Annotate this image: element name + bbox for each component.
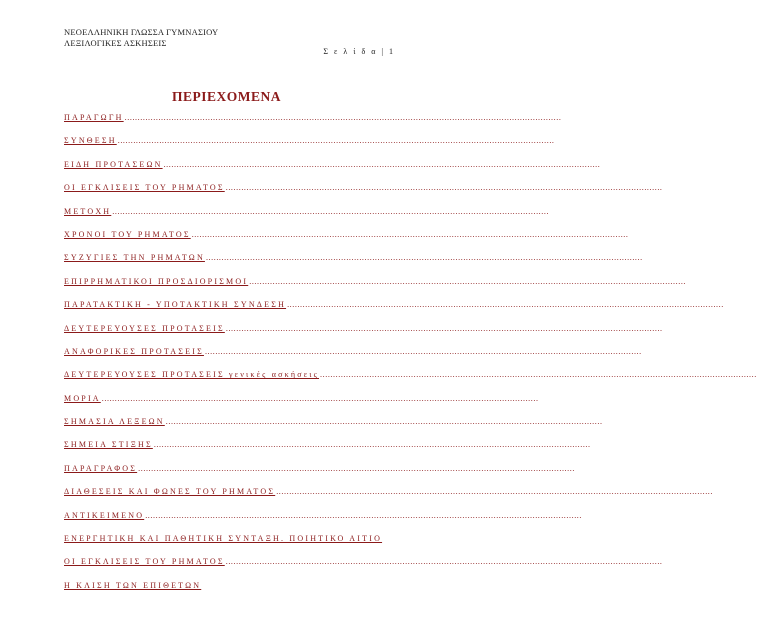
toc-leader	[276, 487, 713, 496]
toc-entry[interactable]	[64, 160, 342, 183]
toc-entry-link[interactable]: ΔΙΑΘΕΣΕΙΣ ΚΑΙ ΦΩΝΕΣ ΤΟΥ ΡΗΜΑΤΟΣ	[64, 487, 276, 497]
toc-leader	[249, 277, 686, 286]
toc-entry[interactable]	[64, 136, 342, 159]
header-subject: ΝΕΟΕΛΛΗΝΙΚΗ ΓΛΩΣΣΑ ΓΥΜΝΑΣΙΟΥ	[64, 27, 219, 37]
toc-entry[interactable]	[64, 277, 342, 300]
toc-entry[interactable]	[64, 581, 342, 604]
toc-entry[interactable]	[64, 394, 342, 417]
toc-leader	[154, 440, 591, 449]
toc-entry[interactable]	[64, 300, 342, 323]
toc-entry-link[interactable]: ΕΠΙΡΡΗΜΑΤΙΚΟΙ ΠΡΟΣΔΙΟΡΙΣΜΟΙ	[64, 276, 249, 286]
toc-leader	[118, 136, 555, 145]
toc-entry[interactable]	[64, 487, 342, 510]
toc-entry-link[interactable]: ΔΕΥΤΕΡΕΥΟΥΣΕΣ ΠΡΟΤΑΣΕΙΣ γενικές ασκήσεις	[64, 370, 320, 380]
toc-entry[interactable]	[64, 464, 342, 487]
toc-entry-link[interactable]: ΟΙ ΕΓΚΛΙΣΕΙΣ ΤΟΥ ΡΗΜΑΤΟΣ	[64, 183, 225, 193]
toc-entry[interactable]	[64, 207, 342, 230]
toc-entry[interactable]	[64, 417, 342, 440]
toc-entry[interactable]	[64, 511, 342, 534]
toc-entry-link[interactable]: ΔΕΥΤΕΡΕΥΟΥΣΕΣ ΠΡΟΤΑΣΕΙΣ	[64, 323, 225, 333]
toc-entry[interactable]	[64, 324, 342, 347]
page-number: Σ ε λ ί δ α | 1	[323, 47, 395, 56]
toc-leader	[112, 207, 549, 216]
toc-title: ΠΕΡΙΕΧΟΜΕΝΑ	[171, 89, 281, 104]
table-of-contents	[64, 113, 383, 604]
toc-leader	[102, 394, 539, 403]
toc-entry-link[interactable]: ΣΥΝΘΕΣΗ	[64, 136, 117, 146]
toc-leader	[206, 253, 643, 262]
toc-leader	[226, 183, 663, 192]
toc-entry-link[interactable]: ΟΙ ΕΓΚΛΙΣΕΙΣ ΤΟΥ ΡΗΜΑΤΟΣ	[64, 557, 225, 567]
toc-leader	[125, 113, 562, 122]
toc-leader	[166, 417, 603, 426]
toc-leader	[320, 370, 757, 379]
toc-leader	[164, 160, 601, 169]
document-header	[64, 27, 218, 49]
toc-entry-link[interactable]: ΣΗΜΕΙΑ ΣΤΙΞΗΣ	[64, 440, 153, 450]
toc-entry[interactable]	[64, 253, 342, 276]
toc-entry-link[interactable]: ΧΡΟΝΟΙ ΤΟΥ ΡΗΜΑΤΟΣ	[64, 229, 191, 239]
toc-leader	[192, 230, 629, 239]
toc-leader	[287, 300, 724, 309]
toc-entry-link[interactable]: ΜΟΡΙΑ	[64, 393, 101, 403]
toc-entry-link[interactable]: ΑΝΤΙΚΕΙΜΕΝΟ	[64, 510, 145, 520]
toc-leader	[226, 324, 663, 333]
toc-leader	[226, 557, 663, 566]
toc-entry-link[interactable]: ΕΝΕΡΓΗΤΙΚΗ ΚΑΙ ΠΑΘΗΤΙΚΗ ΣΥΝΤΑΞΗ. ΠΟΙΗΤΙΚΟ ΑΙΤΙΟ	[64, 534, 383, 544]
toc-entry-link[interactable]: ΣΗΜΑΣΙΑ ΛΕΞΕΩΝ	[64, 417, 165, 427]
toc-entry-link[interactable]: ΜΕΤΟΧΗ	[64, 206, 112, 216]
toc-leader	[145, 511, 582, 520]
toc-entry[interactable]	[64, 440, 342, 463]
toc-entry-link[interactable]: Η ΚΛΙΣΗ ΤΩΝ ΕΠΙΘΕΤΩΝ	[64, 580, 202, 590]
toc-entry[interactable]	[64, 230, 342, 253]
header-topic: ΛΕΞΙΛΟΓΙΚΕΣ ΑΣΚΗΣΕΙΣ	[64, 38, 167, 48]
toc-entry[interactable]	[64, 534, 383, 557]
toc-entry-link[interactable]: ΣΥΖΥΓΙΕΣ ΤΗΝ ΡΗΜΑΤΩΝ	[64, 253, 205, 263]
toc-entry[interactable]	[64, 183, 342, 206]
toc-entry[interactable]	[64, 557, 342, 580]
toc-entry[interactable]	[64, 113, 342, 136]
toc-entry-link[interactable]: ΕΙΔΗ ΠΡΟΤΑΣΕΩΝ	[64, 159, 163, 169]
toc-entry-link[interactable]: ΑΝΑΦΟΡΙΚΕΣ ΠΡΟΤΑΣΕΙΣ	[64, 346, 204, 356]
toc-entry-link[interactable]: ΠΑΡΑΤΑΚΤΙΚΗ - ΥΠΟΤΑΚΤΙΚΗ ΣΥΝΔΕΣΗ	[64, 300, 287, 310]
toc-entry[interactable]	[64, 347, 342, 370]
toc-entry[interactable]	[64, 370, 342, 393]
toc-entry-link[interactable]: ΠΑΡΑΓΩΓΗ	[64, 113, 124, 122]
toc-entry-link[interactable]: ΠΑΡΑΓΡΑΦΟΣ	[64, 463, 138, 473]
toc-leader	[205, 347, 642, 356]
toc-leader	[138, 464, 575, 473]
